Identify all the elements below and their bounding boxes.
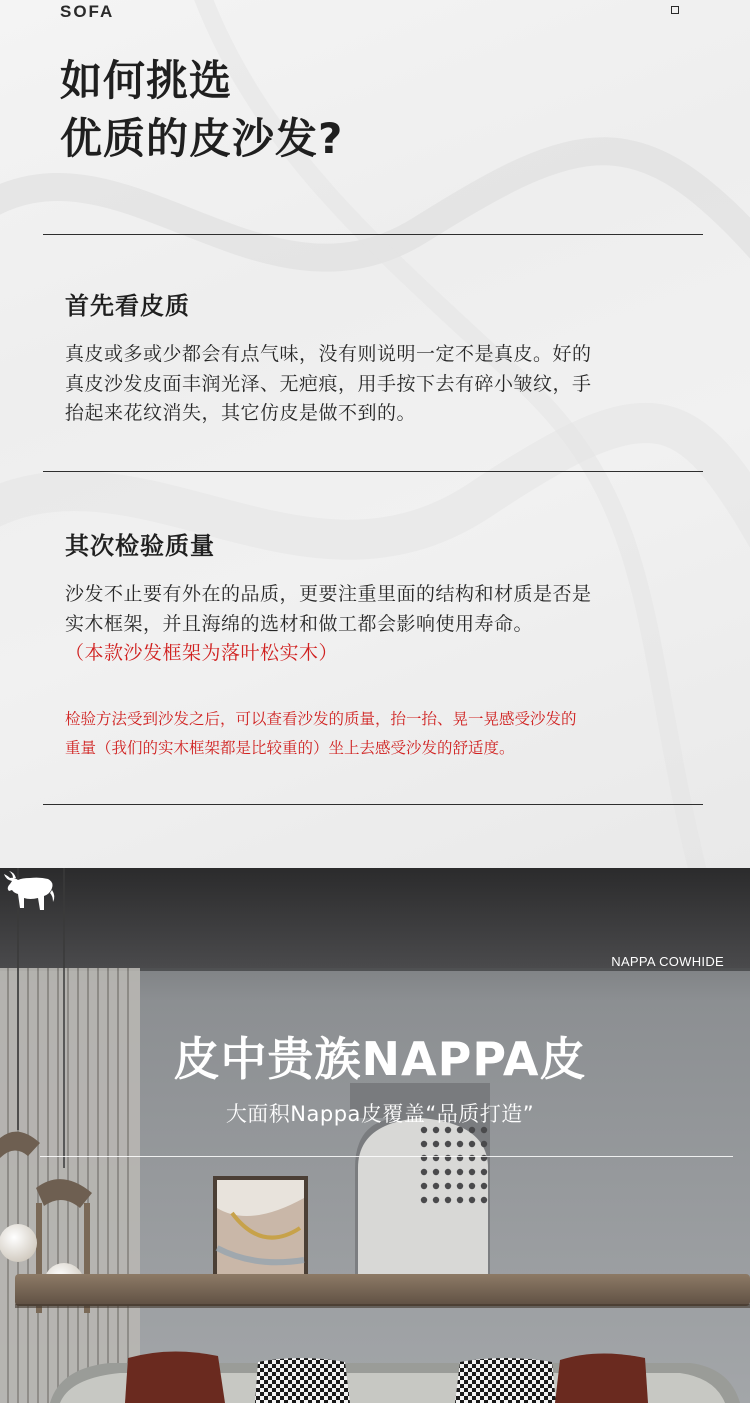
- page-title: [60, 52, 343, 168]
- body-line: 真皮或多或少都会有点气味，没有则说明一定不是真皮。好的: [65, 343, 592, 365]
- nappa-tag: NAPPA COWHIDE: [611, 954, 724, 969]
- divider: [43, 471, 703, 472]
- frame-material-highlight: （本款沙发框架为落叶松实木）: [65, 642, 339, 664]
- body-line: 实木框架，并且海绵的选材和做工都会影响使用寿命。: [65, 612, 534, 635]
- section-title-quality: 其次检验质量: [65, 532, 215, 560]
- section-body-quality: [65, 580, 592, 669]
- title-line-2: 优质的皮沙发?: [60, 114, 344, 163]
- nappa-banner: [0, 868, 750, 1403]
- divider: [43, 234, 703, 235]
- note-line: 检验方法受到沙发之后，可以查看沙发的质量，抬一抬、晃一晃感受沙发的: [65, 710, 577, 728]
- bull-icon: [0, 868, 56, 916]
- banner-subtitle: 大面积Nappa皮覆盖“品质打造”: [225, 1102, 535, 1126]
- banner-title: 皮中贵族NAPPA皮: [173, 1032, 587, 1086]
- body-line: 真皮沙发皮面丰润光泽、无疤痕，用手按下去有碎小皱纹，手: [65, 372, 592, 395]
- inspection-note: [65, 705, 577, 763]
- body-line: 抬起来花纹消失，其它仿皮是做不到的。: [65, 402, 417, 424]
- brand-logo: SOFA: [60, 2, 115, 21]
- banner-divider: [40, 1156, 733, 1157]
- note-line: 重量（我们的实木框架都是比较重的）坐上去感受沙发的舒适度。: [65, 739, 515, 757]
- title-line-1: 如何挑选: [60, 56, 233, 105]
- divider: [43, 804, 703, 805]
- body-line: 沙发不止要有外在的品质，更要注重里面的结构和材质是否是: [65, 583, 592, 605]
- square-icon: [671, 6, 679, 14]
- living-room-illustration: [0, 868, 750, 1403]
- section-title-leather: 首先看皮质: [65, 292, 190, 320]
- section-body-leather: [65, 340, 592, 429]
